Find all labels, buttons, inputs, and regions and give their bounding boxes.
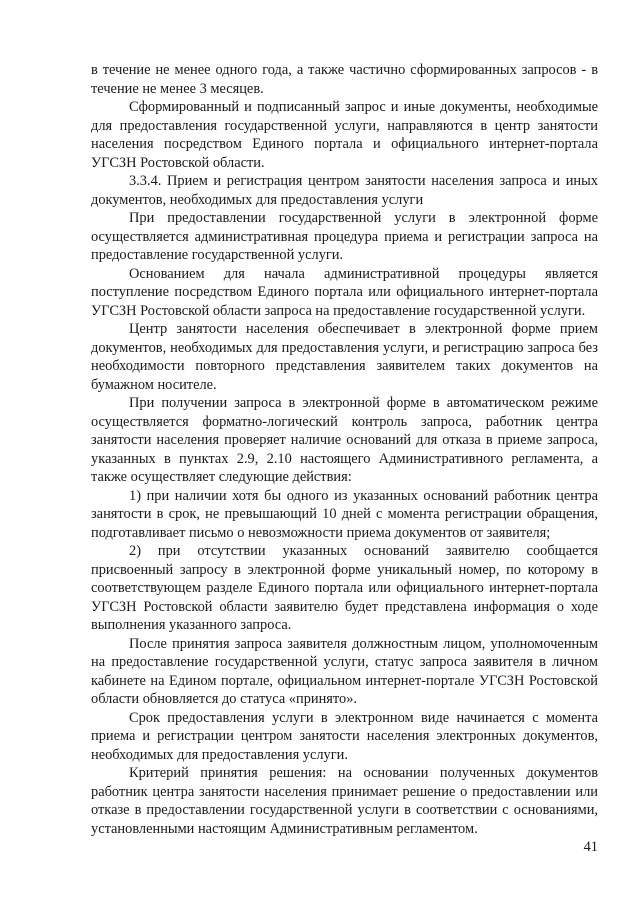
paragraph: При получении запроса в электронной форме в автоматическом режиме осуществляется форматно-логический контроль запроса, работник центра занятости населения проверяет наличие оснований для отказа в приеме запроса, указанных в пунктах 2.9, 2.10 настоящего Административного регламента, а также осуществляет следующие действия: (91, 395, 598, 485)
document-body (91, 61, 598, 838)
paragraph: Срок предоставления услуги в электронном виде начинается с момента приема и регистрации центром занятости населения электронных документов, необходимых для предоставления услуги. (91, 709, 598, 763)
paragraph: Критерий принятия решения: на основании полученных документов работник центра занятости населения принимает решение о предоставлении или отказе в предоставлении государственной услуги в соответствии с основаниями, установленными настоящим Административным регламентом. (91, 765, 598, 837)
paragraph: После принятия запроса заявителя должностным лицом, уполномоченным на предоставление государственной услуги, статус запроса заявителя в личном кабинете на Едином портале, официальном интернет-портале УГСЗН Ростовской области обновляется до статуса «принято». (91, 635, 598, 707)
list-item: 2) при отсутствии указанных оснований заявителю сообщается присвоенный запросу в электронной форме уникальный номер, по которому в соответствующем разделе Единого портала или официального интернет-портала УГСЗН Ростовской области заявителю будет представлена информация о ходе выполнения указанного запроса. (91, 543, 598, 633)
paragraph: Центр занятости населения обеспечивает в электронной форме прием документов, необходимых для предоставления услуги, и регистрацию запроса без необходимости повторного представления заявителем таких документов на бумажном носителе. (91, 321, 598, 393)
paragraph: При предоставлении государственной услуги в электронной форме осуществляется административная процедура приема и регистрации запроса на предоставление государственной услуги. (91, 210, 598, 263)
list-item: 1) при наличии хотя бы одного из указанных оснований работник центра занятости в срок, не превышающий 10 дней с момента регистрации обращения, подготавливает письмо о невозможности приема документов от заявителя; (91, 487, 598, 541)
paragraph-continuation: в течение не менее одного года, а также частично сформированных запросов - в течение не менее 3 месяцев. (91, 62, 598, 97)
page-number: 41 (583, 839, 598, 855)
section-heading: 3.3.4. Прием и регистрация центром занятости населения запроса и иных документов, необходимых для предоставления услуги (91, 173, 598, 208)
paragraph: Сформированный и подписанный запрос и иные документы, необходимые для предоставления государственной услуги, направляются в центр занятости населения посредством Единого портала и официального интернет-портала УГСЗН Ростовской области. (91, 99, 598, 171)
paragraph: Основанием для начала административной процедуры является поступление посредством Единого портала или официального интернет-портала УГСЗН Ростовской области запроса на предоставление государственной услуги. (91, 265, 598, 319)
